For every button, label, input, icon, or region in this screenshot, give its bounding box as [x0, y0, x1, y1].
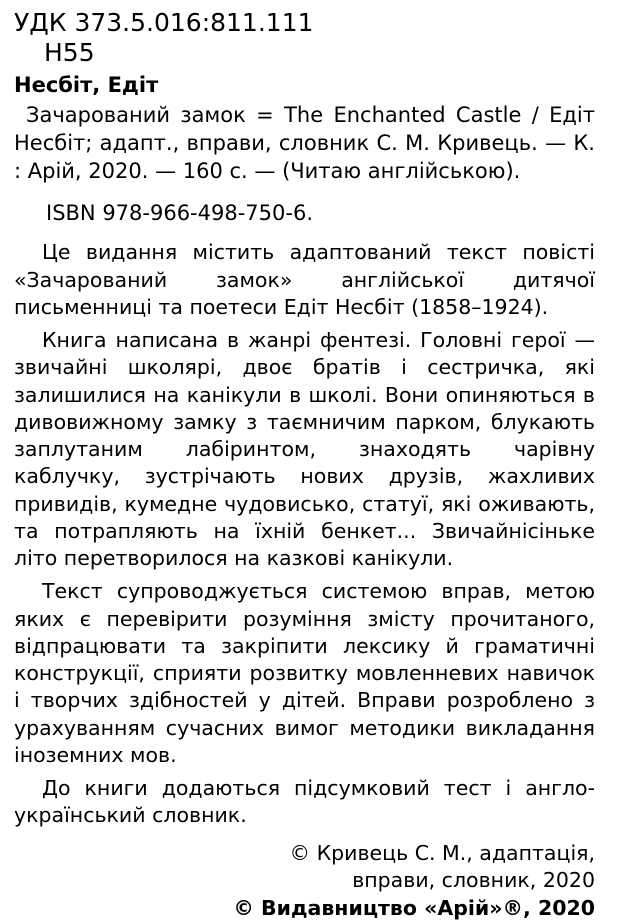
- copyright-block: [14, 840, 595, 923]
- udk-classification: УДК 373.5.016:811.111: [14, 8, 314, 37]
- author-heading: Несбіт, Едіт: [14, 73, 159, 97]
- copyright-line-1: © Кривець С. М., адаптація,: [289, 840, 595, 865]
- bibliographic-record: Зачарований замок = The Enchanted Castle / Едіт Несбіт; адапт., вправи, словник С. М. Кривець. — К. : Арій, 2020. — 160 с. — (Читаю англійською).: [14, 103, 595, 184]
- annotation-paragraph-2: Книга написана в жанрі фентезі. Головні герої — звичайні школярі, двоє братів і сестричка, які залишилися на канікули в школі. Вони опиняються в дивовижному замку з таємничим парком, блукають заплутаним лабіринтом, знаходять чарівну каблучку, зустрічають нових друзів, жахливих привидів, кумедне чудовисько, статуї, які оживають, та потрапляють на їхній бенкет... Звичайнісіньке літо перетворилося на казкові канікули.: [14, 328, 595, 570]
- annotation-paragraph-1: Це видання містить адаптований текст повісті «Зачарований замок» англійської дитячої письменниці та поетеси Едіт Несбіт (1858–1924).: [14, 240, 595, 319]
- copyright-line-2: вправи, словник, 2020: [352, 868, 595, 893]
- annotation-paragraph-4: До книги додаються підсумковий тест і англо-український словник.: [14, 776, 595, 828]
- copyright-line-3: © Видавництво «Арій»®, 2020: [233, 895, 595, 920]
- annotation-paragraph-3: Текст супроводжується системою вправ, метою яких є перевірити розуміння змісту прочитаного, відпрацювати та закріпити лексику й граматичні конструкції, сприяти розвитку мовленневих навичок і творчих здібностей у дітей. Вправи розроблено з урахуванням сучасних вимог методики викладання іноземних мов.: [14, 579, 595, 767]
- catalog-code: Н55: [44, 37, 95, 67]
- isbn: ISBN 978-966-498-750-6.: [46, 200, 313, 225]
